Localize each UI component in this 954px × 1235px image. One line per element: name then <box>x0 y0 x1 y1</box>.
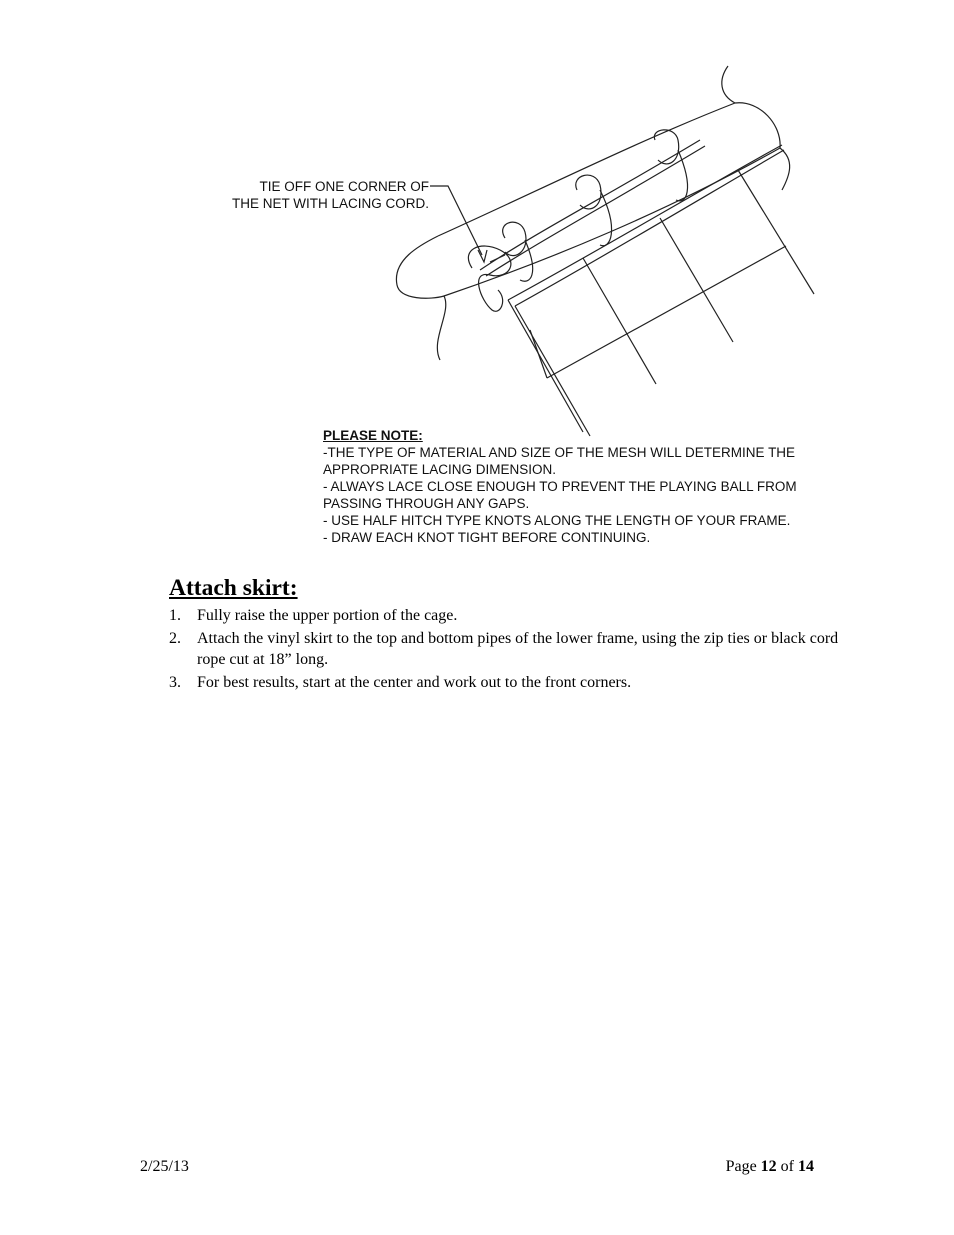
note-line: -THE TYPE OF MATERIAL AND SIZE OF THE MESH WILL DETERMINE THE <box>323 445 796 460</box>
pipe-left-end <box>396 236 445 360</box>
callout-line-1: TIE OFF ONE CORNER OF <box>259 179 429 194</box>
pipe-right-end <box>735 103 780 148</box>
list-item <box>169 628 849 671</box>
page-current: 12 <box>760 1158 777 1175</box>
note-line: - DRAW EACH KNOT TIGHT BEFORE CONTINUING. <box>323 530 651 545</box>
list-item <box>169 672 849 694</box>
page-number <box>726 1158 814 1176</box>
step-number: 2. <box>169 629 181 647</box>
note-line: - USE HALF HITCH TYPE KNOTS ALONG THE LENGTH OF YOUR FRAME. <box>323 513 791 528</box>
lacing-diagram <box>0 0 954 560</box>
tie-off-callout <box>232 178 429 212</box>
note-title: PLEASE NOTE: <box>323 428 423 443</box>
note-line: APPROPRIATE LACING DIMENSION. <box>323 462 557 477</box>
note-line: - ALWAYS LACE CLOSE ENOUGH TO PREVENT THE PLAYING BALL FROM <box>323 479 797 494</box>
step-text: Attach the vinyl skirt to the top and bottom pipes of the lower frame, using the zip ties or black cord rope cut at 18” long. <box>197 629 839 668</box>
page-total: 14 <box>798 1158 814 1175</box>
footer-date: 2/25/13 <box>140 1158 189 1175</box>
pipe-bottom-edge <box>444 148 780 296</box>
please-note-block <box>323 427 883 546</box>
list-item <box>169 605 849 627</box>
page-prefix: Page <box>725 1158 757 1175</box>
step-number: 3. <box>169 673 181 691</box>
section-heading: Attach skirt: <box>169 575 298 601</box>
callout-line-2: THE NET WITH LACING CORD. <box>231 196 429 211</box>
step-text: For best results, start at the center and work out to the front corners. <box>197 673 632 691</box>
step-text: Fully raise the upper portion of the cage. <box>197 607 458 624</box>
page-of: of <box>780 1158 794 1175</box>
steps-list <box>169 605 849 694</box>
note-line: PASSING THROUGH ANY GAPS. <box>323 496 530 511</box>
step-number: 1. <box>169 607 181 624</box>
